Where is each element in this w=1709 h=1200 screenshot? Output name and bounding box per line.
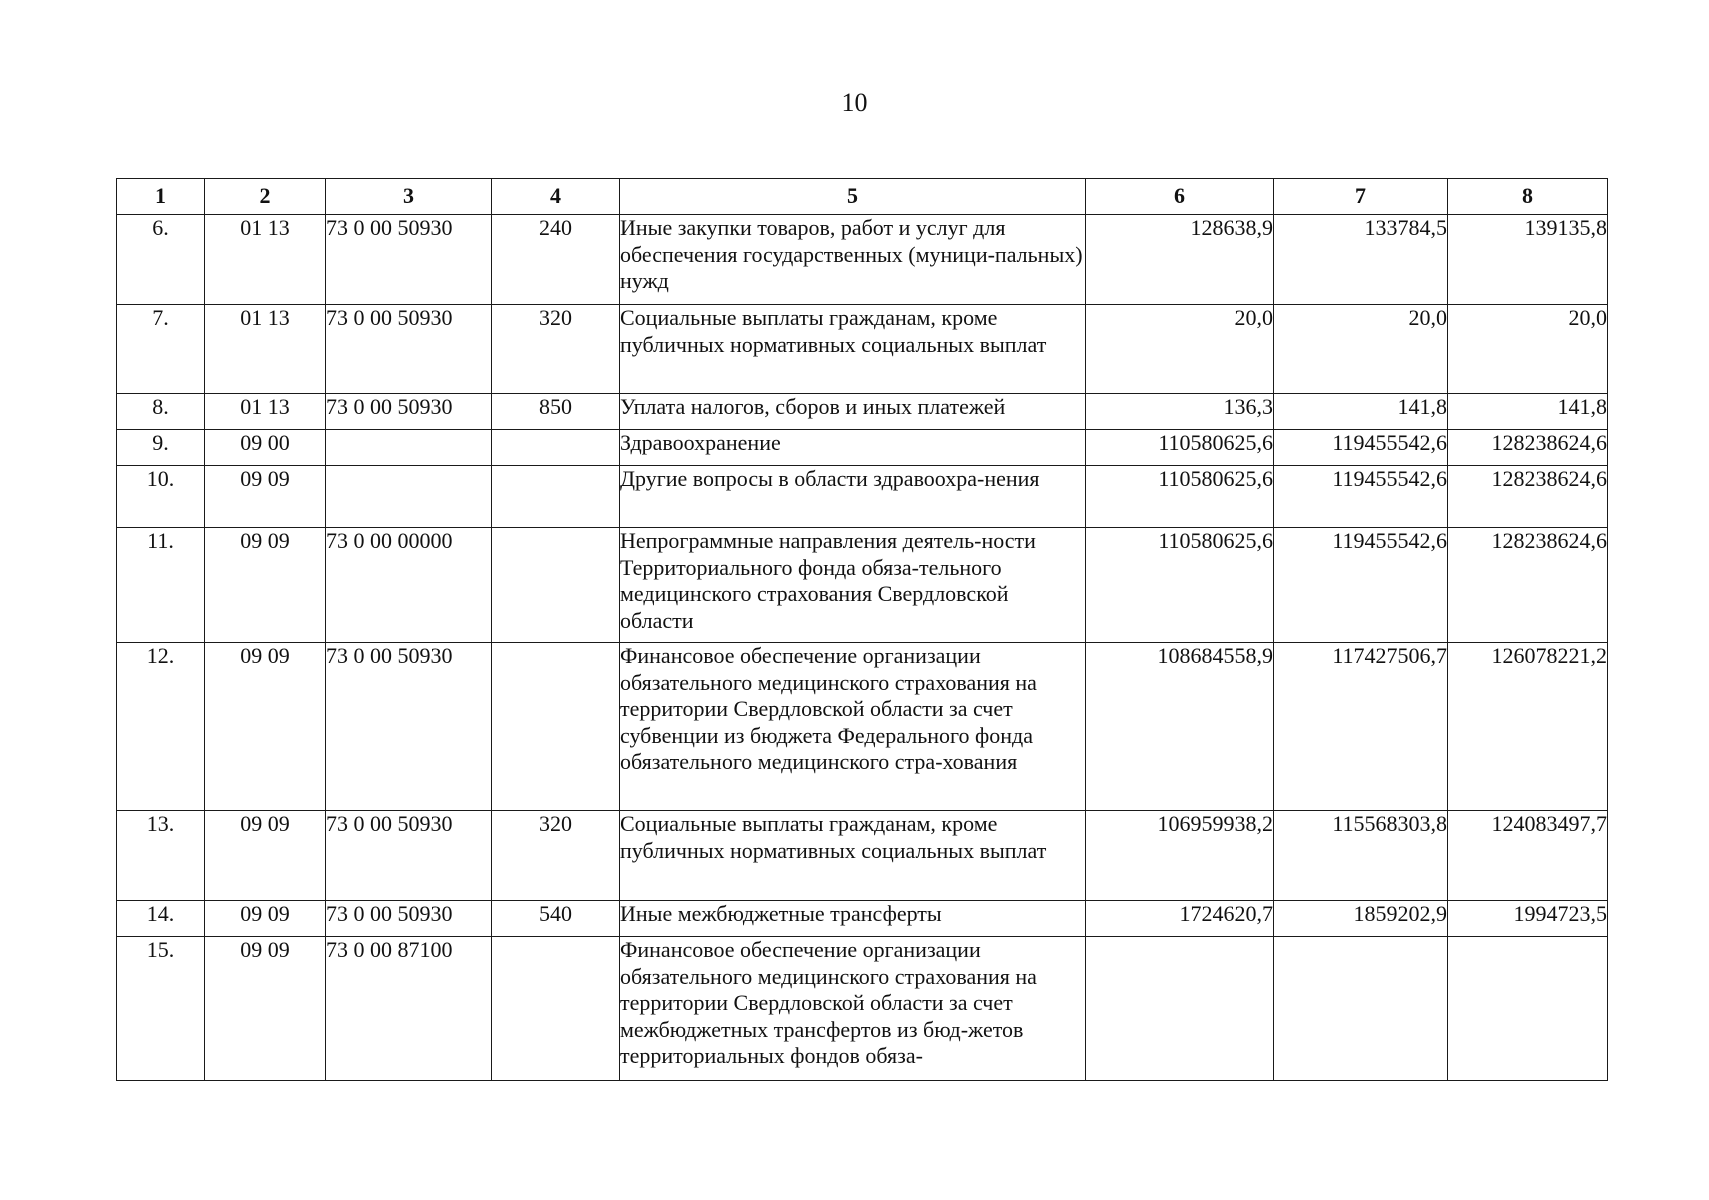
amount-year-2: 119455542,6: [1274, 466, 1448, 528]
table-row: [117, 901, 1608, 937]
amount-year-3: 139135,8: [1448, 215, 1608, 305]
row-number: 15.: [117, 937, 205, 1081]
row-number: 14.: [117, 901, 205, 937]
header-cell: 3: [326, 179, 492, 215]
table-row: [117, 394, 1608, 430]
item-name: Социальные выплаты гражданам, кроме публичных нормативных социальных выплат: [620, 305, 1086, 394]
target-code: 73 0 00 00000: [326, 528, 492, 643]
row-number: 7.: [117, 305, 205, 394]
amount-year-2: 20,0: [1274, 305, 1448, 394]
amount-year-3: 141,8: [1448, 394, 1608, 430]
target-code: 73 0 00 50930: [326, 305, 492, 394]
amount-year-3: 128238624,6: [1448, 528, 1608, 643]
row-number: 10.: [117, 466, 205, 528]
section-code: 09 09: [205, 937, 326, 1081]
item-name: Здравоохранение: [620, 430, 1086, 466]
amount-year-2: 141,8: [1274, 394, 1448, 430]
amount-year-1: 108684558,9: [1086, 643, 1274, 811]
header-cell: 8: [1448, 179, 1608, 215]
table-row: [117, 430, 1608, 466]
section-code: 09 09: [205, 901, 326, 937]
section-code: 09 09: [205, 811, 326, 901]
item-name: Другие вопросы в области здравоохра-нения: [620, 466, 1086, 528]
expense-kind: 850: [492, 394, 620, 430]
item-name: Непрограммные направления деятель-ности Территориального фонда обяза-тельного медицинского страхования Свердловской области: [620, 528, 1086, 643]
section-code: 09 09: [205, 466, 326, 528]
header-cell: 2: [205, 179, 326, 215]
expense-kind: [492, 466, 620, 528]
item-name: Финансовое обеспечение организации обязательного медицинского страхования на территории Свердловской области за счет субвенции из бюджета Федерального фонда обязательного медицинского стра-хования: [620, 643, 1086, 811]
table-row: [117, 305, 1608, 394]
amount-year-3: [1448, 937, 1608, 1081]
row-number: 9.: [117, 430, 205, 466]
row-number: 11.: [117, 528, 205, 643]
section-code: 01 13: [205, 215, 326, 305]
expense-kind: [492, 430, 620, 466]
target-code: 73 0 00 87100: [326, 937, 492, 1081]
section-code: 01 13: [205, 394, 326, 430]
item-name: Иные межбюджетные трансферты: [620, 901, 1086, 937]
amount-year-1: 110580625,6: [1086, 430, 1274, 466]
page-number: 10: [841, 88, 868, 117]
row-number: 13.: [117, 811, 205, 901]
target-code: 73 0 00 50930: [326, 394, 492, 430]
item-name: Социальные выплаты гражданам, кроме публичных нормативных социальных выплат: [620, 811, 1086, 901]
budget-table: [116, 178, 1608, 1081]
amount-year-3: 1994723,5: [1448, 901, 1608, 937]
amount-year-1: 1724620,7: [1086, 901, 1274, 937]
amount-year-3: 128238624,6: [1448, 430, 1608, 466]
expense-kind: [492, 528, 620, 643]
header-row: [117, 179, 1608, 215]
amount-year-1: 106959938,2: [1086, 811, 1274, 901]
amount-year-1: 136,3: [1086, 394, 1274, 430]
amount-year-2: 119455542,6: [1274, 528, 1448, 643]
target-code: [326, 430, 492, 466]
amount-year-2: 117427506,7: [1274, 643, 1448, 811]
amount-year-2: 119455542,6: [1274, 430, 1448, 466]
amount-year-3: 126078221,2: [1448, 643, 1608, 811]
header-cell: 6: [1086, 179, 1274, 215]
header-cell: 7: [1274, 179, 1448, 215]
amount-year-1: [1086, 937, 1274, 1081]
target-code: [326, 466, 492, 528]
section-code: 09 00: [205, 430, 326, 466]
table-row: [117, 528, 1608, 643]
amount-year-1: 128638,9: [1086, 215, 1274, 305]
amount-year-2: [1274, 937, 1448, 1081]
header-cell: 5: [620, 179, 1086, 215]
table-row: [117, 937, 1608, 1081]
item-name: Финансовое обеспечение организации обязательного медицинского страхования на территории Свердловской области за счет межбюджетных трансфертов из бюд-жетов территориальных фондов обяза-: [620, 937, 1086, 1081]
amount-year-1: 20,0: [1086, 305, 1274, 394]
expense-kind: 320: [492, 305, 620, 394]
amount-year-3: 20,0: [1448, 305, 1608, 394]
table-row: [117, 215, 1608, 305]
section-code: 09 09: [205, 528, 326, 643]
expense-kind: 540: [492, 901, 620, 937]
section-code: 09 09: [205, 643, 326, 811]
expense-kind: [492, 643, 620, 811]
target-code: 73 0 00 50930: [326, 901, 492, 937]
item-name: Уплата налогов, сборов и иных платежей: [620, 394, 1086, 430]
row-number: 8.: [117, 394, 205, 430]
header-cell: 1: [117, 179, 205, 215]
expense-kind: [492, 937, 620, 1081]
row-number: 12.: [117, 643, 205, 811]
target-code: 73 0 00 50930: [326, 643, 492, 811]
target-code: 73 0 00 50930: [326, 215, 492, 305]
expense-kind: 320: [492, 811, 620, 901]
amount-year-1: 110580625,6: [1086, 528, 1274, 643]
table-row: [117, 466, 1608, 528]
target-code: 73 0 00 50930: [326, 811, 492, 901]
table-row: [117, 811, 1608, 901]
item-name: Иные закупки товаров, работ и услуг для обеспечения государственных (муници-пальных) нужд: [620, 215, 1086, 305]
amount-year-2: 115568303,8: [1274, 811, 1448, 901]
amount-year-3: 128238624,6: [1448, 466, 1608, 528]
table-row: [117, 643, 1608, 811]
amount-year-1: 110580625,6: [1086, 466, 1274, 528]
amount-year-3: 124083497,7: [1448, 811, 1608, 901]
header-cell: 4: [492, 179, 620, 215]
amount-year-2: 1859202,9: [1274, 901, 1448, 937]
row-number: 6.: [117, 215, 205, 305]
expense-kind: 240: [492, 215, 620, 305]
section-code: 01 13: [205, 305, 326, 394]
amount-year-2: 133784,5: [1274, 215, 1448, 305]
